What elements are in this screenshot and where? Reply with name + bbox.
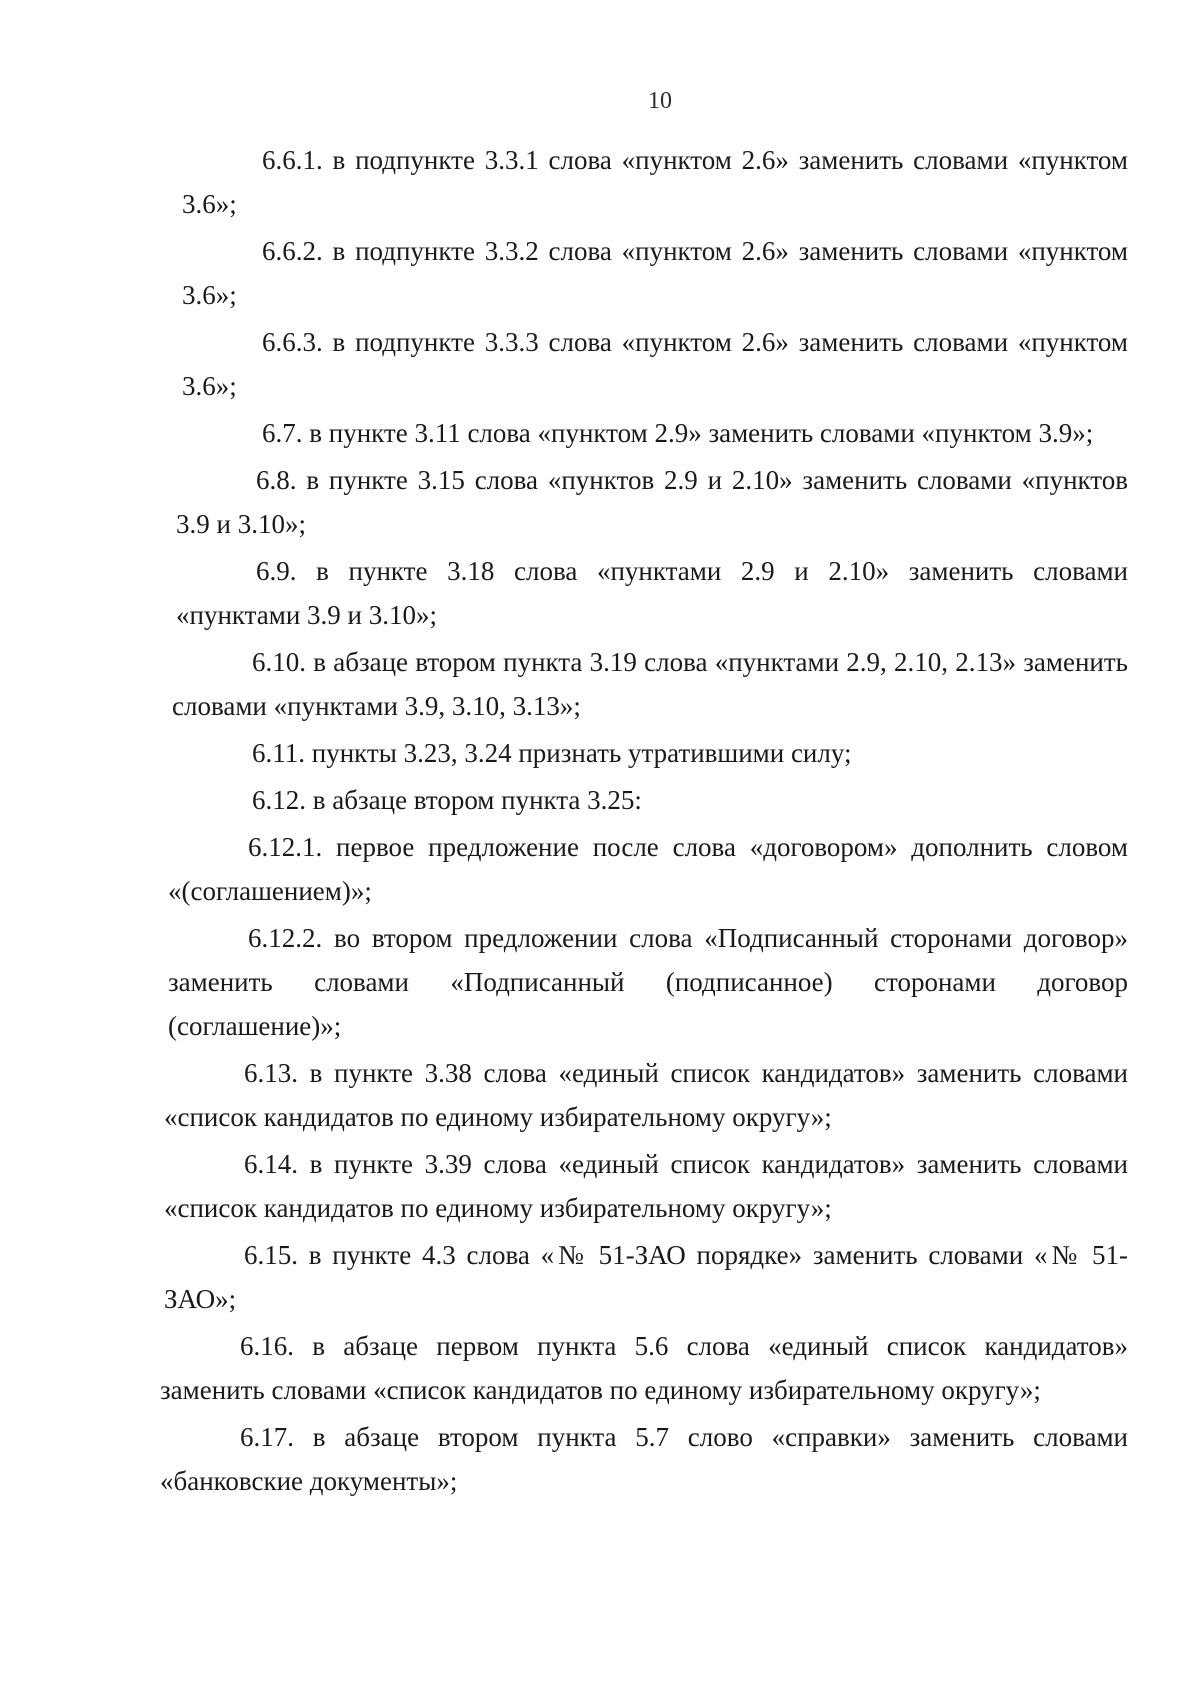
paragraph-6-17: 6.17. в абзаце втором пункта 5.7 слово «справки» заменить словами «банковские документы»; <box>160 1422 1128 1496</box>
paragraph-6-11: 6.11. пункты 3.23, 3.24 признать утратившими силу; <box>252 738 852 768</box>
paragraph-6-12-2: 6.12.2. во втором предложении слова «Подписанный сторонами договор» заменить словами «Подписанный (подписанное) сторонами договор (соглашение)»; <box>168 923 1128 1041</box>
paragraph-6-7: 6.7. в пункте 3.11 слова «пунктом 2.9» заменить словами «пунктом 3.9»; <box>262 418 1094 448</box>
paragraph-6-10: 6.10. в абзаце втором пункта 3.19 слова «пунктами 2.9, 2.10, 2.13» заменить словами «пунктами 3.9, 3.10, 3.13»; <box>172 647 1128 721</box>
paragraph-6-12: 6.12. в абзаце втором пункта 3.25: <box>252 785 642 815</box>
paragraph-6-16: 6.16. в абзаце первом пункта 5.6 слова «единый список кандидатов» заменить словами «список кандидатов по единому избирательному округу»; <box>160 1331 1128 1405</box>
document-body <box>160 138 1128 1503</box>
paragraph-6-6-2: 6.6.2. в подпункте 3.3.2 слова «пунктом 2.6» заменить словами «пунктом 3.6»; <box>182 236 1128 310</box>
paragraph-6-9: 6.9. в пункте 3.18 слова «пунктами 2.9 и 2.10» заменить словами «пунктами 3.9 и 3.10»; <box>176 556 1128 630</box>
paragraph-6-6-3: 6.6.3. в подпункте 3.3.3 слова «пунктом 2.6» заменить словами «пунктом 3.6»; <box>182 327 1128 401</box>
paragraph-6-8: 6.8. в пункте 3.15 слова «пунктов 2.9 и 2.10» заменить словами «пунктов 3.9 и 3.10»; <box>176 465 1128 539</box>
page-number: 10 <box>648 88 672 114</box>
paragraph-6-15: 6.15. в пункте 4.3 слова «№ 51-ЗАО порядке» заменить словами «№ 51-ЗАО»; <box>164 1240 1128 1314</box>
paragraph-6-12-1: 6.12.1. первое предложение после слова «договором» дополнить словом «(соглашением)»; <box>168 832 1128 906</box>
paragraph-6-6-1: 6.6.1. в подпункте 3.3.1 слова «пунктом 2.6» заменить словами «пунктом 3.6»; <box>182 145 1128 219</box>
paragraph-6-13: 6.13. в пункте 3.38 слова «единый список кандидатов» заменить словами «список кандидатов по единому избирательному округу»; <box>164 1058 1128 1132</box>
paragraph-6-14: 6.14. в пункте 3.39 слова «единый список кандидатов» заменить словами «список кандидатов по единому избирательному округу»; <box>164 1149 1128 1223</box>
